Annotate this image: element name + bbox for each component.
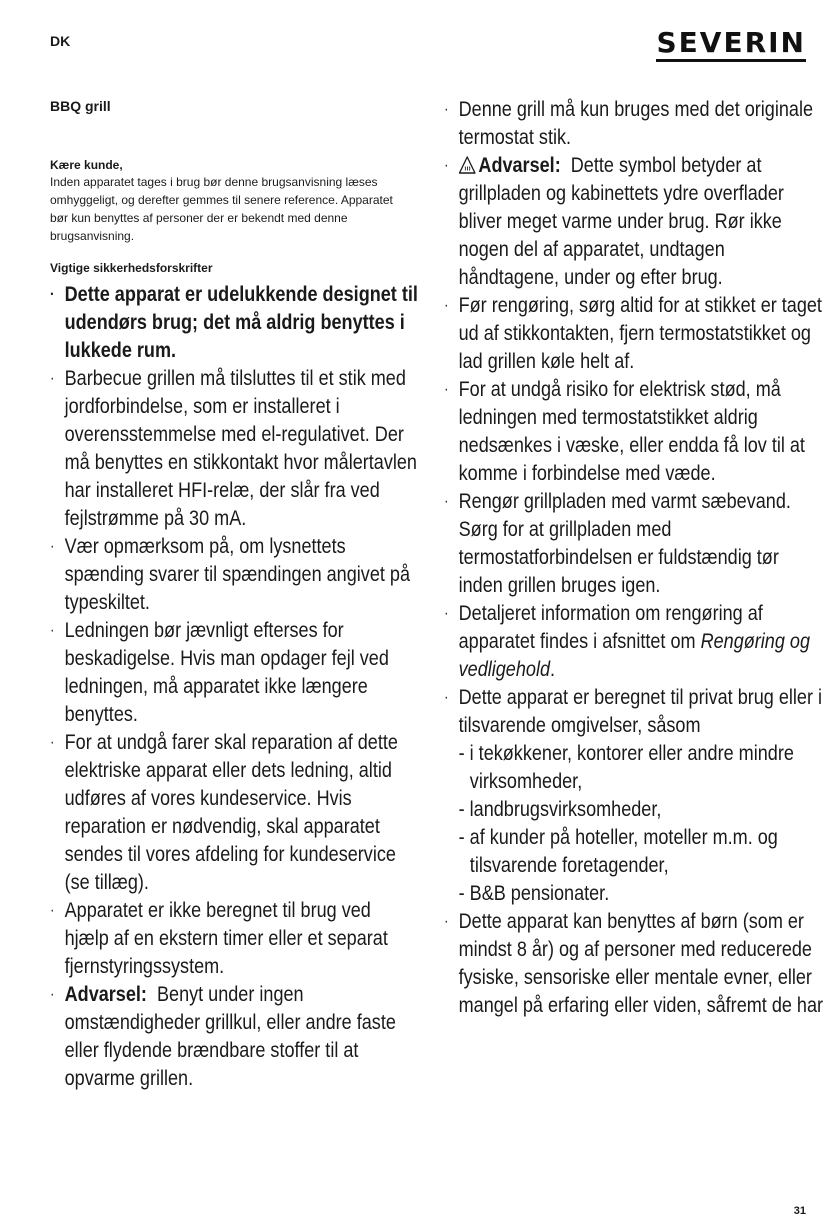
right-column: [444, 96, 824, 1020]
list-item-text: Denne grill må kun bruges med det originale termostat stik.: [458, 98, 814, 149]
list-item: · Før rengøring, sørg altid for at stikket er taget ud af stikkontakten, fjern termostatstikket og lad grillen køle helt af.: [444, 294, 822, 373]
safety-list-right: [444, 96, 824, 1020]
list-item: · Dette apparat er udelukkende designet til udendørs brug; det må aldrig benyttes i lukkede rum.: [50, 283, 418, 362]
left-column: [50, 98, 418, 1093]
list-item-text: Før rengøring, sørg altid for at stikket er taget ud af stikkontakten, fjern termostatstikket og lad grillen køle helt af.: [458, 294, 822, 373]
list-item: · Apparatet er ikke beregnet til brug ved hjælp af en ekstern timer eller et separat fjernstyringssystem.: [50, 899, 388, 978]
brand-logo: [656, 28, 806, 62]
sub-list-item: - i tekøkkener, kontorer eller andre mindre virksomheder,: [458, 742, 794, 793]
sub-list-item: - af kunder på hoteller, moteller m.m. og tilsvarende foretagender,: [458, 826, 778, 877]
list-item: · For at undgå risiko for elektrisk stød, må ledningen med termostatstikket aldrig nedsænkes i væske, eller endda få lov til at komme i forbindelse med væde.: [444, 378, 805, 485]
list-item: · Vær opmærksom på, om lysnettets spænding svarer til spændingen angivet på typeskiltet.: [50, 535, 410, 614]
list-item-text: Rengør grillpladen med varmt sæbevand. Sørg for at grillpladen med termostatforbindelsen er fuldstændig tør inden grillen bruges igen.: [458, 490, 791, 597]
sub-list-item: - landbrugsvirksomheder,: [458, 798, 662, 821]
language-tag: DK: [50, 33, 71, 49]
list-item: · Ledningen bør jævnligt efterses for beskadigelse. Hvis man opdager fejl ved ledningen, må apparatet ikke længere benyttes.: [50, 619, 389, 726]
warning-label: Advarsel:: [64, 983, 147, 1006]
list-item: · For at undgå farer skal reparation af dette elektriske apparat eller dets ledning, altid udføres af vores kundeservice. Hvis reparation er nødvendig, skal apparatet sendes til vores afdeling for kundeservice (se tillæg).: [50, 731, 398, 894]
greeting: Kære kunde,: [50, 158, 123, 172]
list-item: · Barbecue grillen må tilsluttes til et stik med jordforbindelse, som er installeret i overensstemmelse med el-regulativet. Der må benyttes en stikkontakt hvor målertavlen har installeret HFI-relæ, der slår fra ved fejlstrømme på 30 mA.: [50, 367, 417, 530]
list-item-text: Barbecue grillen må tilsluttes til et stik med jordforbindelse, som er installeret i overensstemmelse med el-regulativet. Der må benyttes en stikkontakt hvor målertavlen har installeret HFI-relæ, der slår fra ved fejlstrømme på 30 mA.: [64, 367, 417, 530]
brand-wordmark: SEVERIN: [656, 26, 806, 59]
list-item: · Denne grill må kun bruges med det originale termostat stik.: [444, 98, 814, 149]
hot-surface-warning-icon: [459, 154, 476, 172]
page-number: 31: [793, 1205, 806, 1217]
list-item: · Rengør grillpladen med varmt sæbevand. Sørg for at grillpladen med termostatforbindelsen er fuldstændig tør inden grillen bruges igen.: [444, 490, 791, 597]
detail-text: Detaljeret information om rengøring af apparatet findes i afsnittet om: [458, 602, 763, 653]
sub-list-item: - B&B pensionater.: [458, 882, 610, 905]
list-item-text: Dette apparat kan benyttes af børn (som er mindst 8 år) og af personer med reducerede fysiske, sensoriske eller mentale evner, eller mangel på erfaring eller viden, såfremt de har: [458, 910, 824, 1017]
list-item-text: Vær opmærksom på, om lysnettets spænding svarer til spændingen angivet på typeskiltet.: [64, 535, 410, 614]
detail-end: .: [550, 658, 556, 681]
warning-text: Dette symbol betyder at grillpladen og kabinettets ydre overflader bliver meget varme under brug. Rør ikke nogen del af apparatet, undtagen håndtagene, under og efter brug.: [458, 154, 784, 289]
list-item-text: For at undgå risiko for elektrisk stød, må ledningen med termostatstikket aldrig nedsænkes i væske, eller endda få lov til at komme i forbindelse med væde.: [458, 378, 805, 485]
list-item: · Dette apparat er beregnet til privat brug eller i tilsvarende omgivelser, såsom - i tekøkkener, kontorer eller andre mindre virksomheder, - landbrugsvirksomheder, - af kunder på hoteller, moteller m.m. og tilsvarende foretagender, - B&B pensionater.: [444, 684, 828, 908]
brand-underline: [656, 59, 806, 62]
private-use-text: Dette apparat er beregnet til privat brug eller i tilsvarende omgivelser, såsom: [458, 686, 823, 737]
document-title: BBQ grill: [50, 98, 111, 114]
warning-item: · Advarsel: Dette symbol betyder at grillpladen og kabinettets ydre overflader bliver meget varme under brug. Rør ikke nogen del af apparatet, undtagen håndtagene, under og efter brug.: [444, 154, 784, 289]
list-item-text: Dette apparat er udelukkende designet til udendørs brug; det må aldrig benyttes i lukkede rum.: [64, 283, 418, 362]
warning-text: Benyt under ingen omstændigheder grillkul, eller andre faste eller flydende brændbare stoffer til at opvarme grillen.: [64, 983, 396, 1090]
list-item-text: For at undgå farer skal reparation af dette elektriske apparat eller dets ledning, altid udføres af vores kundeservice. Hvis reparation er nødvendig, skal apparatet sendes til vores afdeling for kundeservice (se tillæg).: [64, 731, 398, 894]
warning-item: · Advarsel: Benyt under ingen omstændigheder grillkul, eller andre faste eller flydende brændbare stoffer til at opvarme grillen.: [50, 983, 396, 1090]
list-item-text: Apparatet er ikke beregnet til brug ved hjælp af en ekstern timer eller et separat fjernstyringssystem.: [64, 899, 388, 978]
list-item-text: Ledningen bør jævnligt efterses for beskadigelse. Hvis man opdager fejl ved ledningen, må apparatet ikke længere benyttes.: [64, 619, 389, 726]
safety-list-left: [50, 281, 418, 1093]
list-item: · Dette apparat kan benyttes af børn (som er mindst 8 år) og af personer med reducerede fysiske, sensoriske eller mentale evner, eller mangel på erfaring eller viden, såfremt de har: [444, 910, 824, 1017]
warning-label: Advarsel:: [478, 154, 561, 177]
detail-section-ref: Rengøring og vedligehold: [458, 630, 811, 681]
list-item: · Detaljeret information om rengøring af apparatet findes i afsnittet om Rengøring og vedligehold.: [444, 602, 811, 681]
intro-text: Inden apparatet tages i brug bør denne brugsanvisning læses omhyggeligt, og derefter gemmes til senere reference. Apparatet bør kun benyttes af personer der er bekendt med denne brugsanvisning.: [50, 175, 393, 243]
safety-section-title: Vigtige sikkerhedsforskrifter: [50, 261, 213, 275]
